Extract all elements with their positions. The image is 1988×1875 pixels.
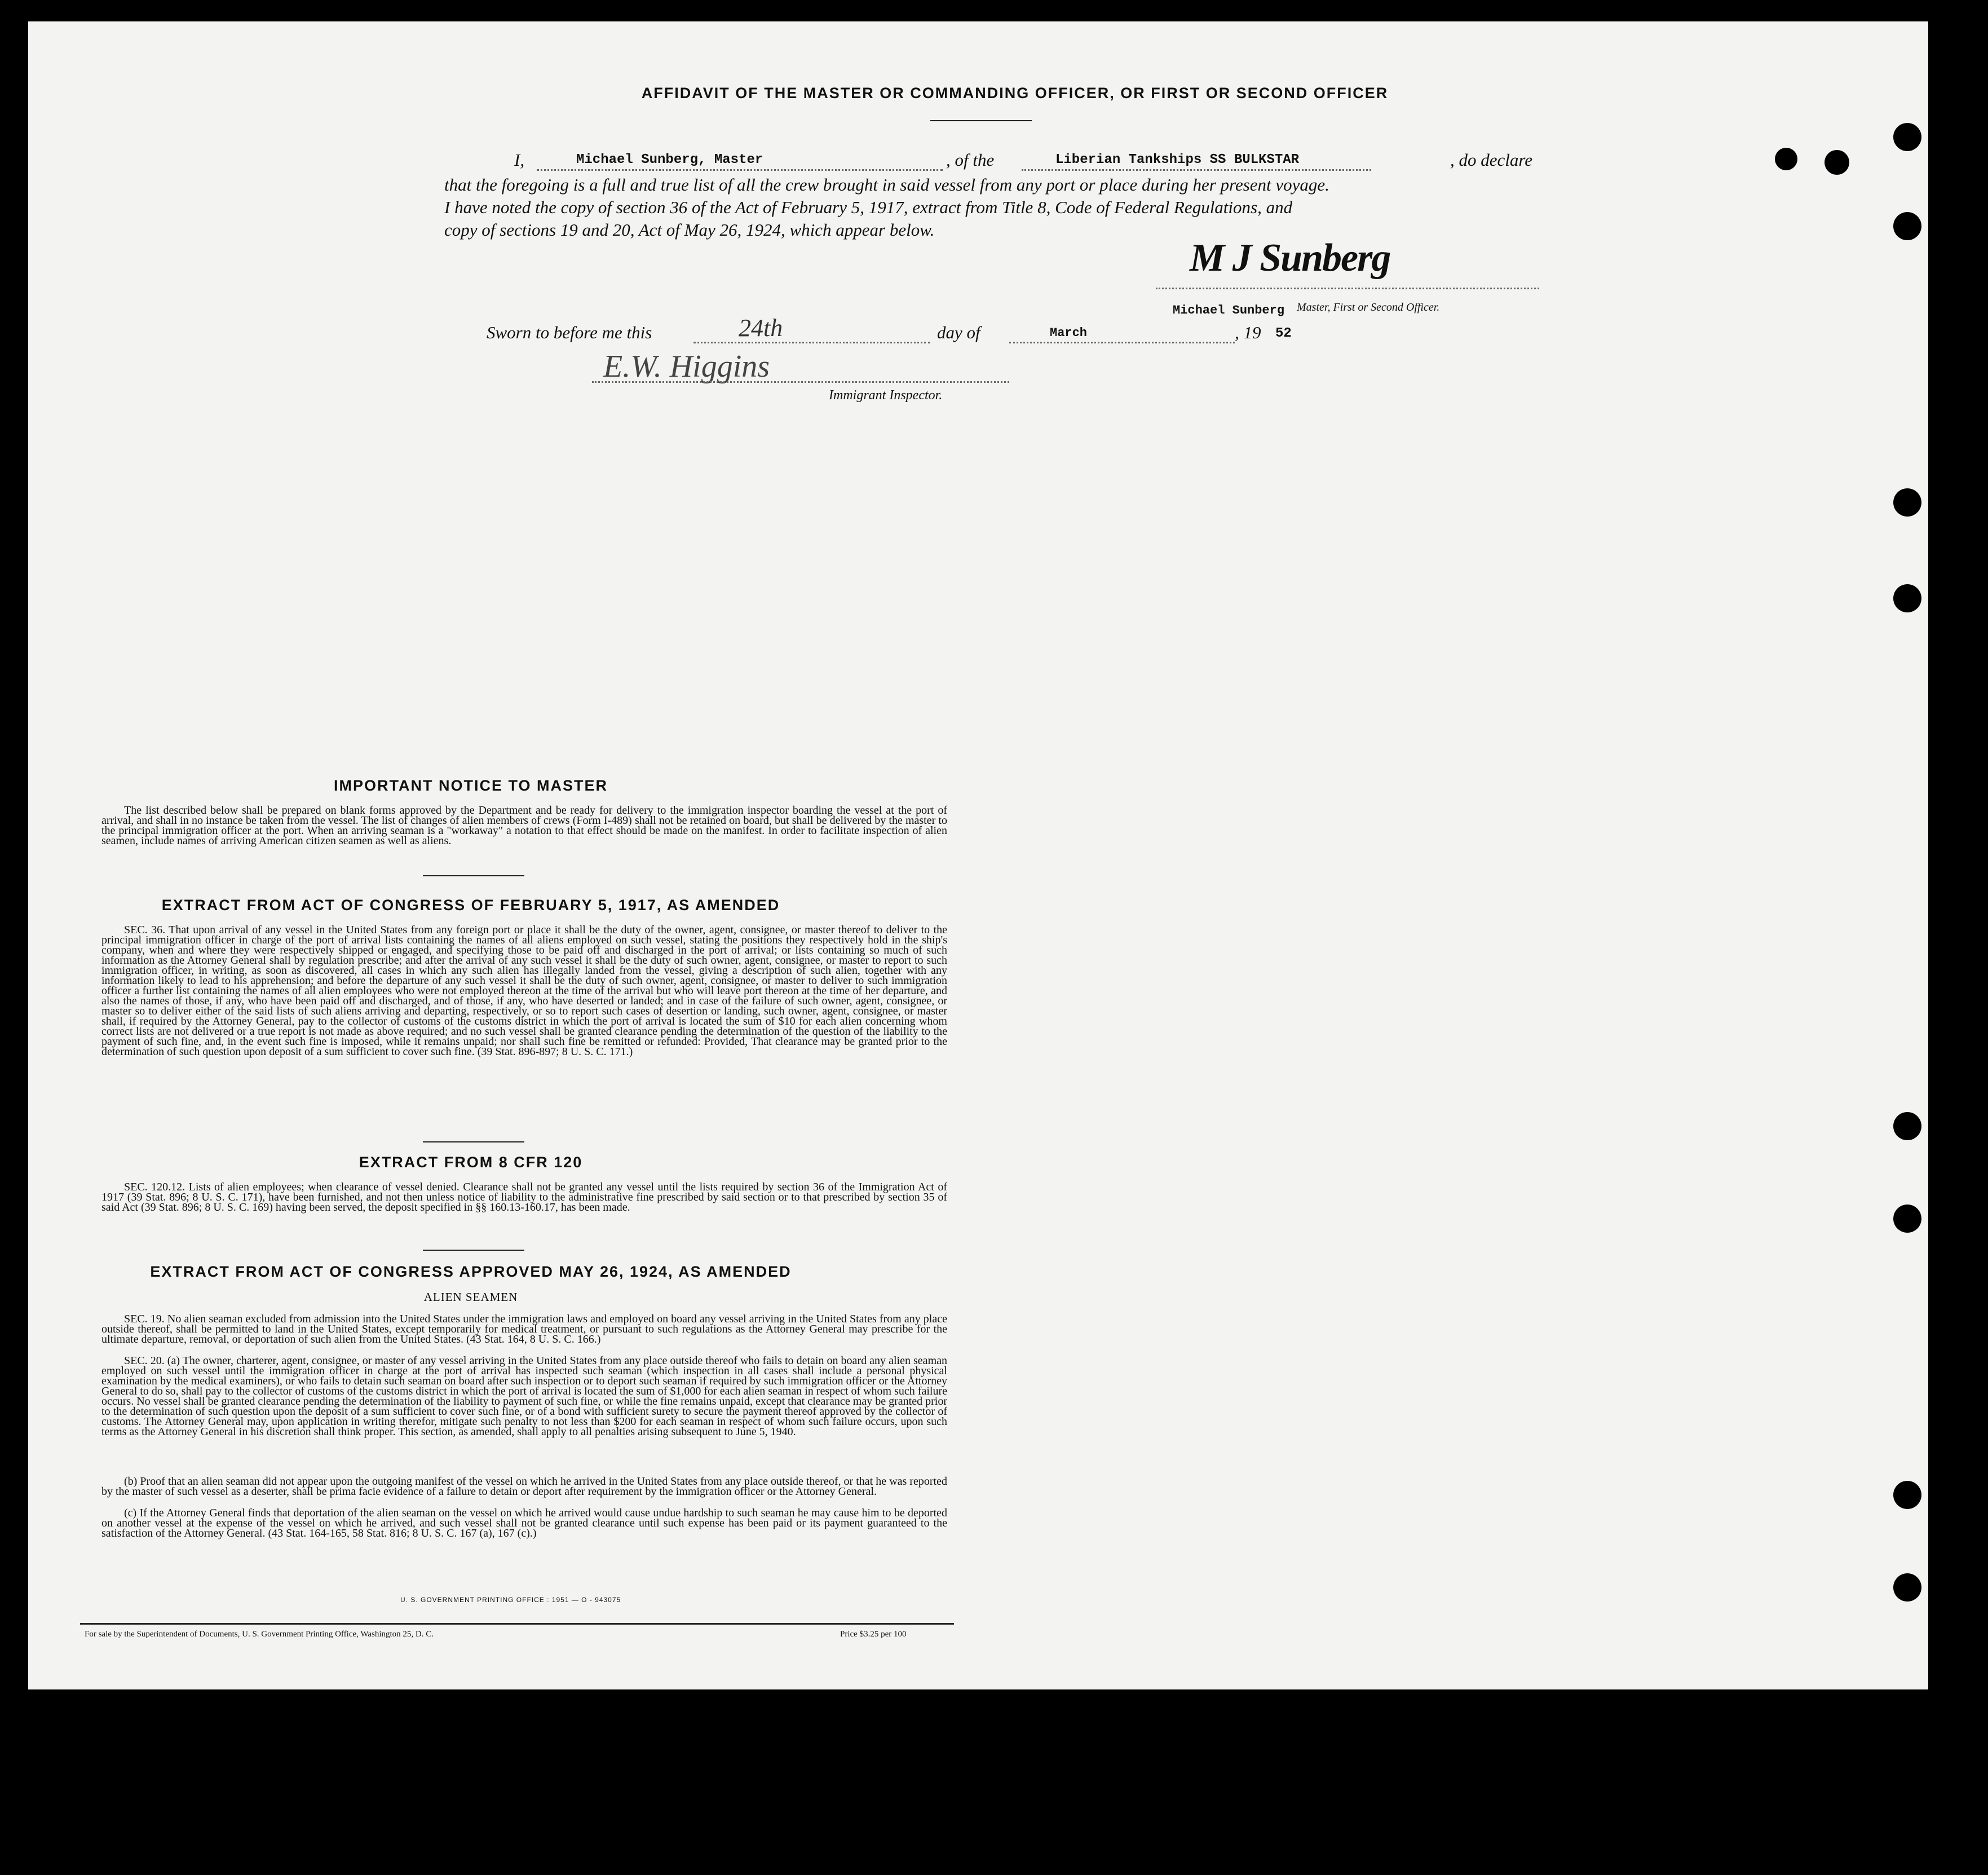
signature-caption: Master, First or Second Officer.	[1297, 301, 1440, 314]
signature-line	[1156, 288, 1539, 289]
extract-cfr-heading: EXTRACT FROM 8 CFR 120	[359, 1154, 583, 1171]
extract-1917-heading: EXTRACT FROM ACT OF CONGRESS OF FEBRUARY 5, 1917, AS AMENDED	[161, 897, 780, 914]
declaration-i: I,	[514, 150, 525, 170]
year-prefix: , 19	[1235, 323, 1261, 342]
affidavit-title: AFFIDAVIT OF THE MASTER OR COMMANDING OFFICER, OR FIRST OR SECOND OFFICER	[641, 85, 1389, 102]
day-line	[693, 342, 930, 343]
punch-hole-2	[1893, 212, 1921, 240]
gpo-imprint: U. S. GOVERNMENT PRINTING OFFICE : 1951 — O - 943075	[400, 1596, 621, 1604]
declarant-line	[537, 169, 943, 171]
extract-cfr-rule	[423, 1250, 524, 1251]
extract-1917-rule	[423, 1141, 524, 1142]
punch-hole-6	[1893, 1205, 1921, 1233]
do-declare-label: , do declare	[1450, 150, 1533, 170]
declarant-name: Michael Sunberg, Master	[576, 152, 763, 167]
sec-20c-text: (c) If the Attorney General finds that deportation of the alien seaman on the vessel on which he arrived would cause undue hardship to such seaman he may cause him to be deported on another vessel at the expense of the vessel on which he arrived, and such vessel shall not be granted clearance until such expense has been paid or its payment guaranteed to the satisfaction of the Attorney General. (43 Stat. 164-165, 58 Stat. 816; 8 U. S. C. 167 (a), 167 (c).)	[101, 1507, 947, 1539]
inspector-caption: Immigrant Inspector.	[829, 388, 943, 403]
punch-hole-8	[1893, 1573, 1921, 1602]
for-sale-notice: For sale by the Superintendent of Documents, U. S. Government Printing Office, Washington 25, D. C.	[85, 1630, 434, 1639]
footer-rule	[80, 1623, 954, 1625]
declaration-line2: that the foregoing is a full and true list of all the crew brought in said vessel from any port or place during her present voyage.	[444, 175, 1329, 195]
extract-1924-heading: EXTRACT FROM ACT OF CONGRESS APPROVED MAY 26, 1924, AS AMENDED	[150, 1263, 792, 1280]
declaration-line4: copy of sections 19 and 20, Act of May 26, 1924, which appear below.	[444, 220, 935, 240]
notice-rule	[423, 875, 524, 876]
master-signature: M J Sunberg	[1190, 236, 1390, 280]
punch-hole-7	[1893, 1481, 1921, 1509]
inspector-signature: E.W. Higgins	[603, 349, 770, 384]
declaration-line1	[514, 150, 1546, 173]
typed-master-name: Michael Sunberg	[1173, 303, 1285, 317]
punch-hole-4	[1893, 584, 1921, 612]
extract-cfr-text: SEC. 120.12. Lists of alien employees; when clearance of vessel denied. Clearance shall not be granted any vessel until the lists required by section 36 of the Immigration Act of 1917 (39 Stat. 896; 8 U. S. C. 171), have been furnished, and not then unless notice of liability to the administrative fine prescribed by said section or to that prescribed by section 35 of said Act (39 Stat. 896; 8 U. S. C. 169) having been served, the deposit specified in §§ 160.13-160.17, has been made.	[101, 1181, 947, 1214]
inspector-line	[592, 381, 1009, 383]
day-of-label: day of	[937, 323, 980, 342]
month-line	[1009, 342, 1235, 343]
sworn-label: Sworn to before me this	[487, 323, 652, 342]
punch-hole-1	[1893, 123, 1921, 151]
extract-1917-text: SEC. 36. That upon arrival of any vessel in the United States from any foreign port or place it shall be the duty of the owner, agent, consignee, or master thereof to deliver to the principal immigration officer in charge of the port of arrival lists containing the names of all aliens employed on such vessel, stating the positions they respectively hold in the ship's company, when and where they were respectively shipped or engaged, and specifying those to be paid off and discharged in the port of arrival; or lists containing so much of such information as the Attorney General shall by regulation prescribe; and after the arrival of any such vessel it shall be the duty of such owner, agent, consignee, or master to report to such immigration officer, in writing, as soon as discovered, all cases in which any such alien has illegally landed from the vessel, giving a description of such alien, together with any information likely to lead to his apprehension; and before the departure of any such vessel it shall be the duty of such owner, agent, consignee, or master to deliver to such immigration officer a further list containing the names of all alien employees who were not employed thereon at the time of the arrival but who will leave port thereon at the time of her departure, and also the names of those, if any, who have been paid off and discharged, and of those, if any, who have deserted or landed; and in case of the failure of such owner, agent, consignee, or master so to deliver either of the said lists of such aliens arriving and departing, respectively, or so to report such cases of desertion or landing, such owner, agent, consignee, or master shall, if required by the Attorney General, pay to the collector of customs of the customs district in which the port of arrival is located the sum of $10 for each alien concerning whom correct lists are not delivered or a true report is not made as above required; and no such vessel shall be granted clearance pending the determination of the question of the liability to the payment of such fine, and, in the event such fine is imposed, while it remains unpaid; nor shall such fine be remitted or refunded: Provided, That clearance may be granted prior to the determination of such question upon deposit of a sum sufficient to cover such fine. (39 Stat. 896-897; 8 U. S. C. 171.)	[101, 924, 947, 1058]
price-notice: Price $3.25 per 100	[840, 1630, 907, 1639]
vessel-line	[1022, 169, 1371, 171]
vessel-name: Liberian Tankships SS BULKSTAR	[1055, 152, 1300, 167]
document-page	[28, 21, 1928, 1689]
sworn-month: March	[1050, 326, 1088, 340]
of-the-label: , of the	[946, 150, 995, 170]
sec-20b-text: (b) Proof that an alien seaman did not appear upon the outgoing manifest of the vessel on which he arrived in the United States from any place outside thereof, or that he was reported by the master of such vessel as a deserter, shall be prima facie evidence of a failure to detain or deport after requirement by the immigration officer or the Attorney General.	[101, 1475, 947, 1498]
notice-heading: IMPORTANT NOTICE TO MASTER	[334, 777, 608, 794]
title-rule	[930, 120, 1032, 121]
ink-blot-1	[1775, 148, 1797, 170]
sworn-year: 52	[1275, 326, 1292, 341]
sec-20a-text: SEC. 20. (a) The owner, charterer, agent, consignee, or master of any vessel arriving in the United States from any place outside thereof who fails to detain on board any alien seaman employed on such vessel until the immigration officer in charge at the port of arrival has inspected such seaman (which inspection in all cases shall include a personal physical examination by the medical examiners), or who fails to detain such seaman on board after such inspection or to deport such seaman if required by such immigration officer or the Attorney General to do so, shall pay to the collector of customs of the customs district in which the port of arrival is located the sum of $1,000 for each alien seaman in respect of whom such failure occurs. No vessel shall be granted clearance pending the determination of the liability to payment of such fine, or while the fine remains unpaid, except that clearance may be granted prior to the determination of such question upon the deposit of a sum sufficient to cover such fine, or of a bond with sufficient surety to secure the payment thereof approved by the collector of customs. The Attorney General may, upon application in writing therefor, mitigate such penalty to not less than $200 for each seaman in respect of whom such failure occurs, upon such terms as the Attorney General in his discretion shall think proper. This section, as amended, shall apply to all penalties arising subsequent to June 5, 1940.	[101, 1355, 947, 1438]
sworn-day: 24th	[739, 314, 783, 342]
notice-text: The list described below shall be prepared on blank forms approved by the Department and be ready for delivery to the immigration inspector boarding the vessel at the port of arrival, and shall in no instance be taken from the vessel. The list of changes of alien members of crews (Form I-489) shall not be retained on board, but shall be delivered by the master to the principal immigration officer at the port. When an arriving seaman is a "workaway" a notation to that effect should be made on the manifest. In order to facilitate inspection of alien seamen, include names of arriving American citizen seamen as well as aliens.	[101, 804, 947, 847]
declaration-line3: I have noted the copy of section 36 of the Act of February 5, 1917, extract from Title 8, Code of Federal Regulations, and	[444, 197, 1293, 217]
sec-19-text: SEC. 19. No alien seaman excluded from admission into the United States under the immigration laws and employed on board any vessel arriving in the United States from any place outside thereof, shall be permitted to land in the United States, except temporarily for medical treatment, or pursuant to such regulations as the Attorney General may prescribe for the ultimate departure, removal, or deportation of such alien from the United States. (43 Stat. 164, 8 U. S. C. 166.)	[101, 1313, 947, 1345]
alien-seamen-subheading: ALIEN SEAMEN	[423, 1290, 518, 1304]
punch-hole-5	[1893, 1112, 1921, 1140]
ink-blot-2	[1824, 150, 1849, 175]
punch-hole-3	[1893, 488, 1921, 517]
